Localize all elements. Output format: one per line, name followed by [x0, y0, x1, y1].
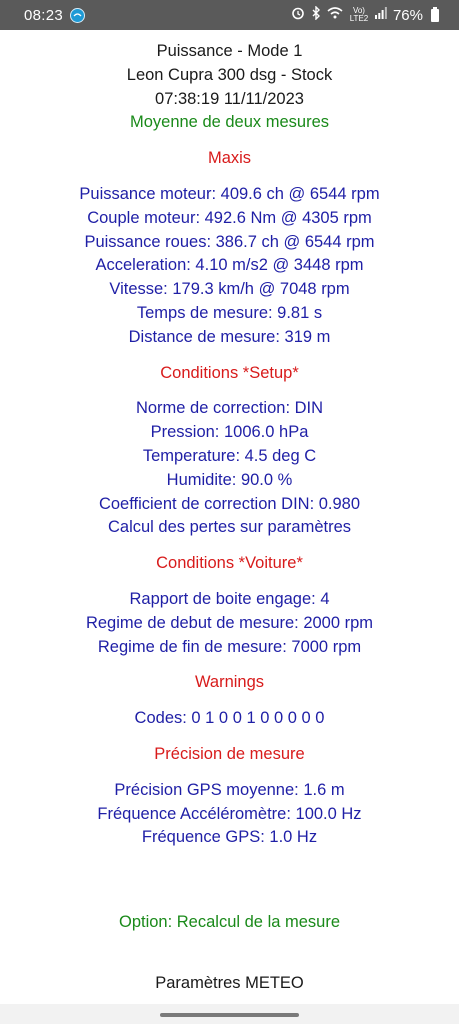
section-heading-warnings: Warnings — [194, 673, 265, 692]
list-item: Puissance roues: 386.7 ch @ 6544 rpm — [84, 232, 375, 251]
section-heading-voiture: Conditions *Voiture* — [156, 554, 303, 573]
app-notification-icon — [70, 8, 85, 23]
meteo-settings-link[interactable]: Paramètres METEO — [155, 974, 304, 992]
battery-level: 76% — [392, 6, 423, 24]
section-heading-maxis: Maxis — [207, 149, 252, 168]
list-item: Fréquence Accéléromètre: 100.0 Hz — [97, 804, 362, 823]
list-item: Temperature: 4.5 deg C — [142, 446, 317, 465]
bluetooth-icon — [311, 6, 321, 25]
home-gesture-handle[interactable] — [160, 1013, 299, 1017]
status-bar — [0, 0, 459, 30]
list-item: Pression: 1006.0 hPa — [150, 423, 309, 442]
voiture-list — [0, 588, 459, 659]
network-type: Vo) LTE2 — [349, 6, 369, 23]
list-item: Puissance moteur: 409.6 ch @ 6544 rpm — [79, 184, 380, 203]
list-item: Fréquence GPS: 1.0 Hz — [141, 828, 318, 847]
list-item: Humidite: 90.0 % — [166, 470, 293, 489]
list-item: Vitesse: 179.3 km/h @ 7048 rpm — [109, 280, 350, 299]
list-item: Couple moteur: 492.6 Nm @ 4305 rpm — [87, 208, 372, 227]
navigation-bar — [0, 1004, 459, 1024]
setup-list — [0, 397, 459, 540]
list-item: Regime de fin de mesure: 7000 rpm — [97, 637, 362, 656]
list-item: Distance de mesure: 319 m — [128, 327, 331, 346]
status-time: 08:23 — [24, 6, 64, 24]
measurement-timestamp: 07:38:19 11/11/2023 — [155, 89, 304, 108]
list-item: Temps de mesure: 9.81 s — [136, 303, 323, 322]
signal-icon — [375, 6, 387, 24]
wifi-icon — [327, 6, 343, 24]
alarm-icon — [291, 6, 305, 25]
list-item: Rapport de boite engage: 4 — [129, 589, 330, 608]
recalcul-option-link[interactable]: Option: Recalcul de la mesure — [118, 913, 341, 931]
list-item: Acceleration: 4.10 m/s2 @ 3448 rpm — [95, 256, 364, 275]
list-item: Calcul des pertes sur paramètres — [107, 518, 352, 537]
list-item: Regime de debut de mesure: 2000 rpm — [85, 613, 374, 632]
section-heading-precision: Précision de mesure — [154, 744, 305, 763]
warning-codes: Codes: 0 1 0 0 1 0 0 0 0 0 — [134, 709, 325, 728]
status-icons — [291, 6, 439, 25]
vehicle-name: Leon Cupra 300 dsg - Stock — [126, 65, 333, 84]
list-item: Norme de correction: DIN — [135, 399, 324, 418]
measurement-subtitle: Moyenne de deux mesures — [129, 113, 330, 132]
list-item: Précision GPS moyenne: 1.6 m — [114, 780, 345, 799]
page-title: Puissance - Mode 1 — [156, 42, 303, 60]
dyno-report — [0, 40, 459, 850]
maxis-list — [0, 183, 459, 350]
warnings-list — [0, 707, 459, 731]
section-heading-setup: Conditions *Setup* — [160, 363, 299, 382]
precision-list — [0, 779, 459, 850]
list-item: Coefficient de correction DIN: 0.980 — [98, 494, 361, 513]
battery-icon — [431, 9, 439, 22]
